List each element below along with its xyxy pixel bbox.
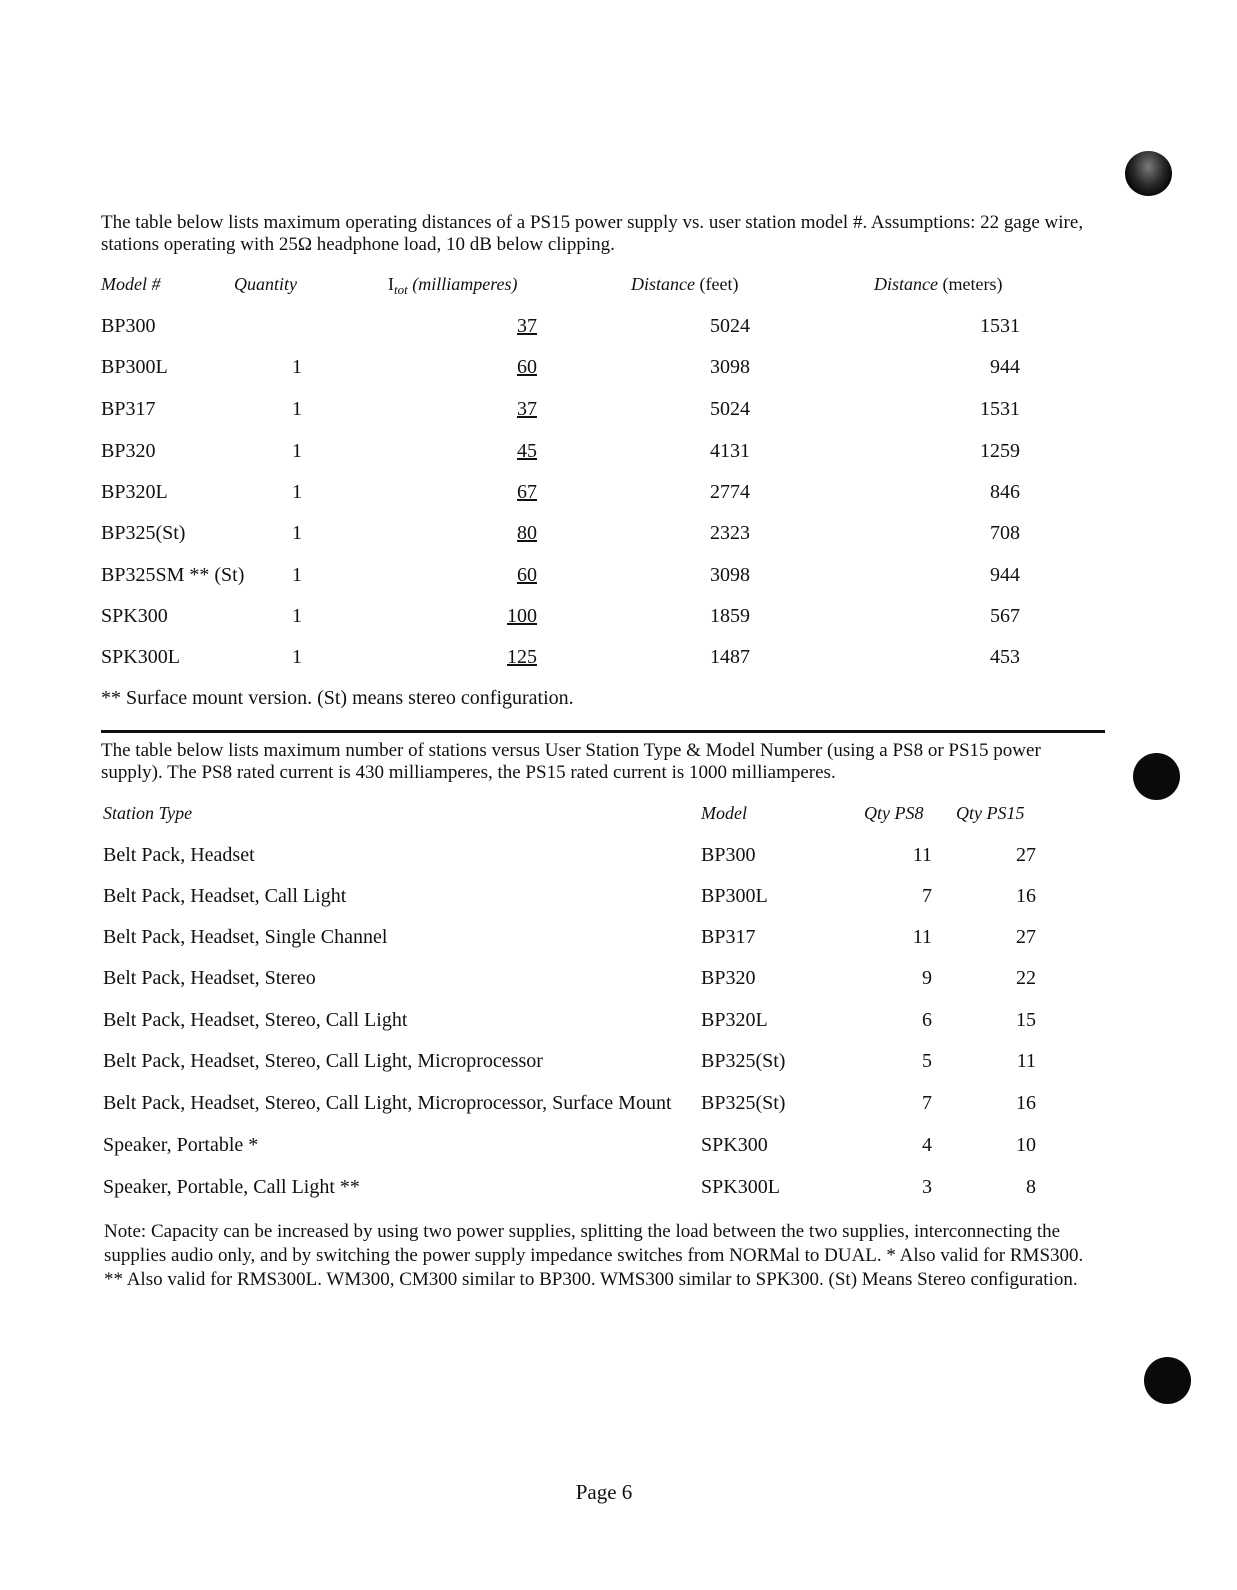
cell-qty-ps15: 27 [1016,844,1036,866]
cell-feet: 3098 [710,564,750,586]
cell-feet: 5024 [710,315,750,337]
section-divider [101,730,1105,733]
cell-station-type: Speaker, Portable, Call Light ** [103,1176,360,1198]
cell-qty-ps15: 22 [1016,967,1036,989]
cell-model: BP320L [101,481,168,503]
page-number: Page 6 [575,1480,633,1504]
cell-itot: 100 [507,605,537,627]
table1-intro: The table below lists maximum operating distances of a PS15 power supply vs. user station model #. Assumptions: 22 gage wire, stations operating with 25Ω headphone load, 10 dB below clipping. [101,212,1084,255]
cell-model: BP325(St) [701,1050,786,1072]
meters-unit: (meters) [942,274,1003,294]
table-row [0,646,1237,676]
cell-model: SPK300L [701,1176,780,1198]
cell-station-type: Belt Pack, Headset, Call Light [103,885,347,907]
table-row [0,1134,1237,1164]
cell-model: BP320 [701,967,756,989]
table-row [0,1092,1237,1122]
cell-qty-ps8: 6 [922,1009,932,1031]
cell-itot: 45 [517,440,537,462]
cell-station-type: Speaker, Portable * [103,1134,259,1156]
table-row [0,1050,1237,1080]
cell-quantity: 1 [292,440,302,462]
cell-qty-ps8: 7 [922,1092,932,1114]
cell-qty-ps15: 16 [1016,1092,1036,1114]
cell-qty-ps8: 11 [912,926,932,948]
binder-hole-top [1125,151,1172,196]
cell-feet: 2323 [710,522,750,544]
cell-model: BP300 [101,315,156,337]
itot-symbol: I [388,274,394,294]
cell-itot: 60 [517,356,537,378]
cell-meters: 1531 [980,315,1020,337]
cell-quantity: 1 [292,398,302,420]
table-row [0,398,1237,428]
cell-feet: 5024 [710,398,750,420]
cell-qty-ps15: 10 [1016,1134,1036,1156]
header-quantity: Quantity [234,274,297,294]
table-row [0,844,1237,874]
cell-model: BP317 [701,926,756,948]
cell-model: BP325SM ** (St) [101,564,245,586]
itot-unit: (milliamperes) [412,274,518,294]
cell-meters: 944 [990,356,1020,378]
cell-meters: 708 [990,522,1020,544]
cell-qty-ps8: 11 [912,844,932,866]
cell-model: BP320L [701,1009,768,1031]
cell-model: SPK300L [101,646,180,668]
table-row [0,967,1237,997]
table-row [0,356,1237,386]
table-row [0,522,1237,552]
cell-itot: 37 [517,398,537,420]
table-row [0,440,1237,470]
table-row [0,315,1237,345]
capacity-note: Note: Capacity can be increased by using two power supplies, splitting the load between the two supplies, interconnecting the supplies audio only, and by switching the power supply impedance switches from NORMal to DUAL. * Also valid for RMS300. ** Also valid for RMS300L. WM300, CM300 similar to BP300. WMS300 similar to SPK300. (St) Means Stereo configuration. [104,1221,1084,1290]
cell-station-type: Belt Pack, Headset, Stereo [103,967,316,989]
cell-feet: 1859 [710,605,750,627]
cell-station-type: Belt Pack, Headset, Single Channel [103,926,388,948]
header-qty-ps15: Qty PS15 [956,803,1025,823]
itot-subscript: tot [394,282,408,297]
cell-meters: 846 [990,481,1020,503]
cell-quantity: 1 [292,356,302,378]
cell-model: BP300L [701,885,768,907]
cell-station-type: Belt Pack, Headset, Stereo, Call Light, Microprocessor [103,1050,543,1072]
cell-qty-ps8: 9 [922,967,932,989]
cell-itot: 60 [517,564,537,586]
table-row [0,605,1237,635]
cell-itot: 67 [517,481,537,503]
cell-qty-ps15: 8 [1026,1176,1036,1198]
feet-label: Distance [631,274,695,294]
cell-meters: 944 [990,564,1020,586]
table-row [0,926,1237,956]
table-row [0,564,1237,594]
cell-model: BP325(St) [701,1092,786,1114]
binder-hole-bottom [1144,1357,1191,1404]
header-station-type: Station Type [103,803,193,823]
meters-label: Distance [874,274,938,294]
cell-meters: 1531 [980,398,1020,420]
cell-model: SPK300 [101,605,168,627]
table-row [0,481,1237,511]
cell-station-type: Belt Pack, Headset [103,844,255,866]
cell-meters: 567 [990,605,1020,627]
cell-quantity: 1 [292,481,302,503]
cell-feet: 3098 [710,356,750,378]
cell-feet: 4131 [710,440,750,462]
cell-model: BP300 [701,844,756,866]
cell-qty-ps15: 16 [1016,885,1036,907]
cell-qty-ps15: 15 [1016,1009,1036,1031]
cell-meters: 453 [990,646,1020,668]
table2-intro: The table below lists maximum number of stations versus User Station Type & Model Number (using a PS8 or PS15 power supply). The PS8 rated current is 430 milliamperes, the PS15 rated current is 1000 milliamperes. [101,740,1041,783]
cell-station-type: Belt Pack, Headset, Stereo, Call Light [103,1009,408,1031]
table2-header [0,803,1237,833]
table-row [0,885,1237,915]
cell-quantity: 1 [292,605,302,627]
table-row [0,1009,1237,1039]
cell-quantity: 1 [292,522,302,544]
cell-quantity: 1 [292,646,302,668]
cell-itot: 37 [517,315,537,337]
binder-hole-middle [1133,753,1180,800]
header-distance-feet [631,274,738,295]
header-model: Model # [101,274,161,294]
cell-qty-ps8: 5 [922,1050,932,1072]
cell-model: BP300L [101,356,168,378]
header-itot [388,274,518,298]
cell-qty-ps8: 4 [922,1134,932,1156]
table1-footnote: ** Surface mount version. (St) means stereo configuration. [101,687,574,709]
header-model: Model [701,803,747,823]
cell-quantity: 1 [292,564,302,586]
cell-qty-ps8: 3 [922,1176,932,1198]
cell-model: BP325(St) [101,522,186,544]
cell-itot: 80 [517,522,537,544]
cell-qty-ps15: 11 [1016,1050,1036,1072]
header-distance-meters [874,274,1002,295]
cell-model: BP317 [101,398,156,420]
cell-meters: 1259 [980,440,1020,462]
table-row [0,1176,1237,1206]
feet-unit: (feet) [699,274,739,294]
cell-model: BP320 [101,440,156,462]
cell-feet: 1487 [710,646,750,668]
cell-qty-ps15: 27 [1016,926,1036,948]
cell-model: SPK300 [701,1134,768,1156]
cell-station-type: Belt Pack, Headset, Stereo, Call Light, Microprocessor, Surface Mount [103,1092,672,1114]
cell-feet: 2774 [710,481,750,503]
cell-qty-ps8: 7 [922,885,932,907]
table1-header [0,274,1237,304]
cell-itot: 125 [507,646,537,668]
header-qty-ps8: Qty PS8 [864,803,924,823]
